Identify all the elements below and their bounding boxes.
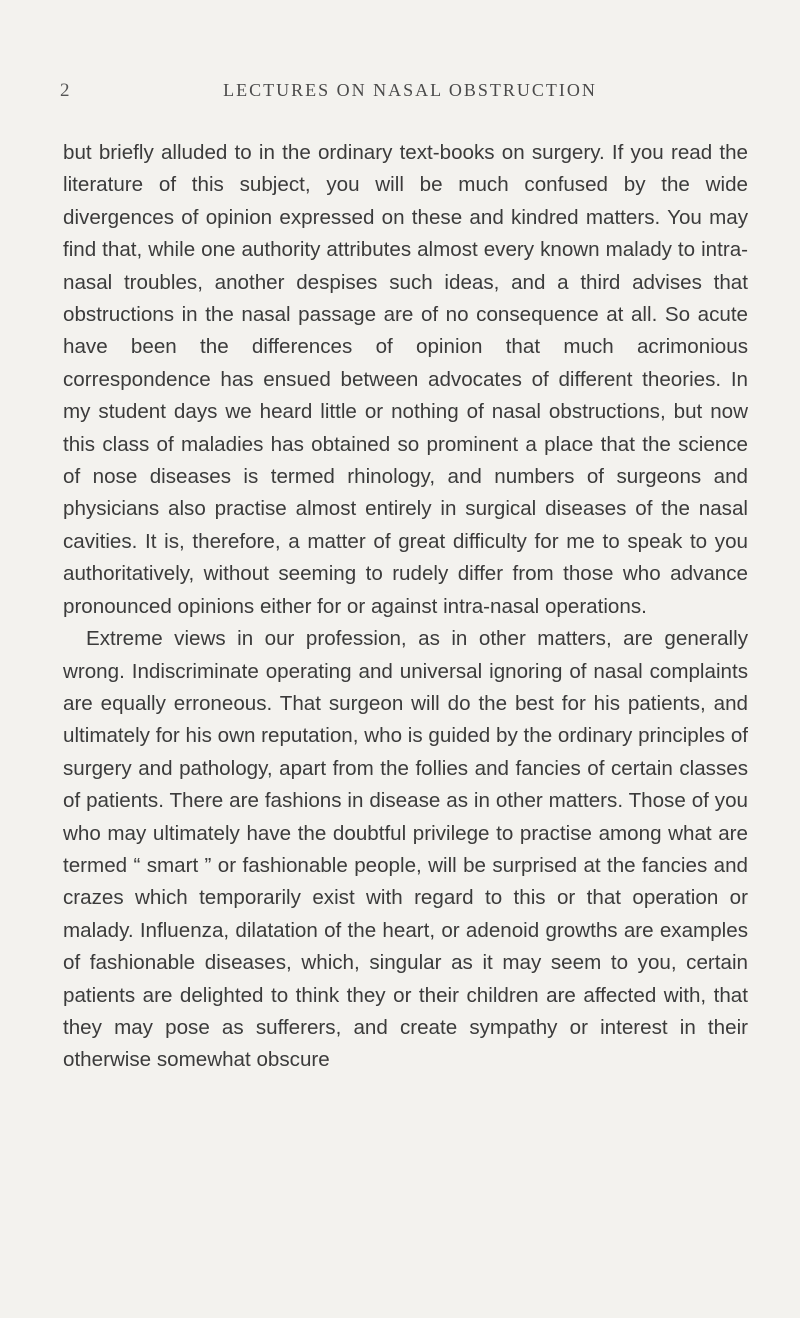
running-title: LECTURES ON NASAL OBSTRUCTION — [223, 80, 597, 100]
page-header — [60, 80, 750, 110]
paragraph-continued: but briefly alluded to in the ordinary text-books on surgery. If you read the literature of this subject, you will be much confused by the wide divergences of opinion expressed on these and kindred matters. You may find that, while one authority attributes almost every known malady to intra-nasal troubles, another despises such ideas, and a third advises that obstructions in the nasal passage are of no consequence at all. So acute have been the differences of opinion that much acrimonious correspondence has ensued between advocates of different theories. In my student days we heard little or nothing of nasal obstructions, but now this class of maladies has obtained so prominent a place that the science of nose diseases is termed rhinology, and numbers of surgeons and physicians also practise almost entirely in surgical diseases of the nasal cavities. It is, therefore, a matter of great difficulty for me to speak to you authoritatively, without seeming to rudely differ from those who advance pronounced opinions either for or against intra-nasal operations. — [63, 141, 748, 618]
page-number: 2 — [60, 80, 70, 101]
body-text — [63, 137, 748, 1077]
paragraph-extreme-views: Extreme views in our profession, as in other matters, are generally wrong. Indiscriminate operating and universal ignoring of nasal complaints are equally erroneous. That surgeon will do the best for his patients, and ultimately for his own reputation, who is guided by the ordinary principles of surgery and pathology, apart from the follies and fancies of certain classes of patients. There are fashions in disease as in other matters. Those of you who may ultimately have the doubtful privilege to practise among what are termed “ smart ” or fashionable people, will be surprised at the fancies and crazes which temporarily exist with regard to this or that operation or malady. Influenza, dilatation of the heart, or adenoid growths are examples of fashionable diseases, which, singular as it may seem to you, certain patients are delighted to think they or their children are affected with, that they may pose as sufferers, and create sympathy or interest in their otherwise somewhat obscure — [63, 627, 748, 1072]
